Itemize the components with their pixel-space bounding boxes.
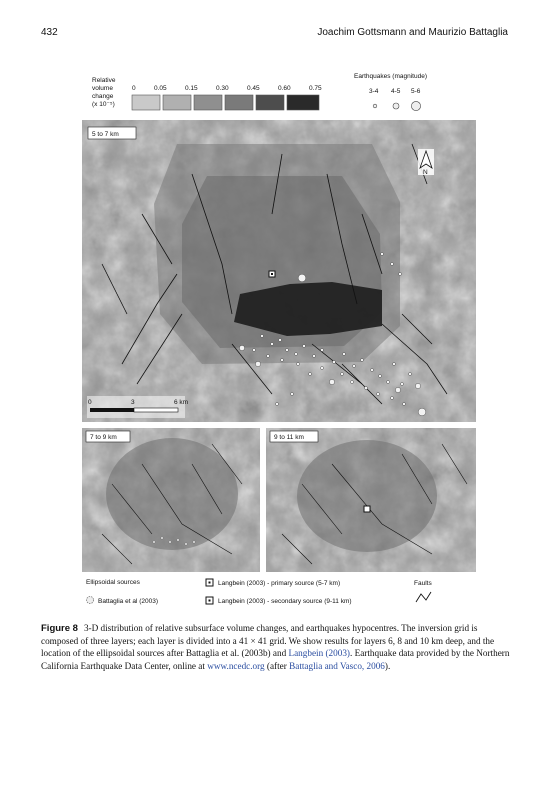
north-label: N [423,169,428,176]
scale-bar-segment-2 [134,408,178,412]
running-head-authors: Joachim Gottsmann and Maurizio Battaglia [317,27,508,38]
caption-text-3: (after [264,660,290,671]
scale-label-0: 0 [88,399,92,406]
sources-legend [86,579,432,605]
caption-text-4: ). [384,660,391,671]
legend-value-0: 0 [132,85,136,92]
legend-title-line-4: (x 10⁻⁵) [92,101,115,108]
caption-text-2: . Earthquake data provided by the Northern California Earthquake Data Center, online at [41,648,510,671]
legend-title-line-3: change [92,93,114,100]
legend-swatch-0 [132,95,160,110]
legend-swatch-3 [225,95,253,110]
legend-value-4: 0.45 [247,85,260,92]
map-panel-5-to-7-km [82,120,476,422]
caption-text-1: 3-D distribution of relative subsurface volume changes, and earthquakes hypocentres. The inversion grid is composed of three layers; each layer is divided into a 41 × 41 grid. We show results for layers 6, 8 and 10 km deep, and the location of the ellipsoidal sources after Battaglia et al. (2003b) and [41,623,495,659]
faults-label: Faults [414,580,432,587]
map-panel-9-to-11-km [266,428,476,572]
map-panel-7-to-9-km [82,428,260,572]
magnitude-label-1: 3-4 [369,88,379,95]
figure-caption [41,622,511,672]
caption-link-battaglia-vasco[interactable]: Battaglia and Vasco, 2006 [289,660,385,671]
figure-8 [82,64,476,610]
legend-value-2: 0.15 [185,85,198,92]
scale-label-3: 3 [131,399,135,406]
panel-label-right: 9 to 11 km [274,434,304,441]
magnitude-label-3: 5-6 [411,88,421,95]
page-number: 432 [41,27,58,38]
ellipsoidal-sources-title: Ellipsoidal sources [86,579,140,586]
caption-link-langbein[interactable]: Langbein (2003) [288,648,350,659]
magnitude-marker-small [373,104,377,108]
magnitude-label-2: 4-5 [391,88,401,95]
caption-link-ncedc[interactable]: www.ncedc.org [207,660,265,671]
magnitude-marker-large [411,101,420,110]
figure-number: Figure 8 [41,623,78,634]
fault-legend-icon [416,592,431,602]
legend-swatch-4 [256,95,284,110]
legend-swatch-5 [287,95,319,110]
legend-swatch-2 [194,95,222,110]
langbein-secondary-source [364,506,370,512]
magnitude-marker-medium [393,103,399,109]
primary-source-label: Langbein (2003) - primary source (5-7 km) [218,580,341,587]
legend-value-3: 0.30 [216,85,229,92]
legend-value-6: 0.75 [309,85,322,92]
legend-value-1: 0.05 [154,85,167,92]
legend-title-line-2: volume [92,85,113,92]
legend-swatch-1 [163,95,191,110]
panel-label-top: 5 to 7 km [92,131,119,138]
scale-bar-segment-1 [90,408,134,412]
volume-zone-7-9 [106,438,238,550]
scale-label-6: 6 km [174,399,189,406]
legend-value-5: 0.60 [278,85,291,92]
panel-label-left: 7 to 9 km [90,434,117,441]
page-header [41,27,508,43]
legend-title-line-1: Relative [92,77,116,84]
volume-zone-9-11 [297,440,437,552]
battaglia-label: Battaglia et al (2003) [98,598,158,605]
battaglia-source-icon [87,597,94,604]
volume-change-legend [92,73,427,111]
secondary-source-label: Langbein (2003) - secondary source (9-11 km) [218,598,352,605]
earthquakes-legend-title: Earthquakes (magnitude) [354,73,427,80]
